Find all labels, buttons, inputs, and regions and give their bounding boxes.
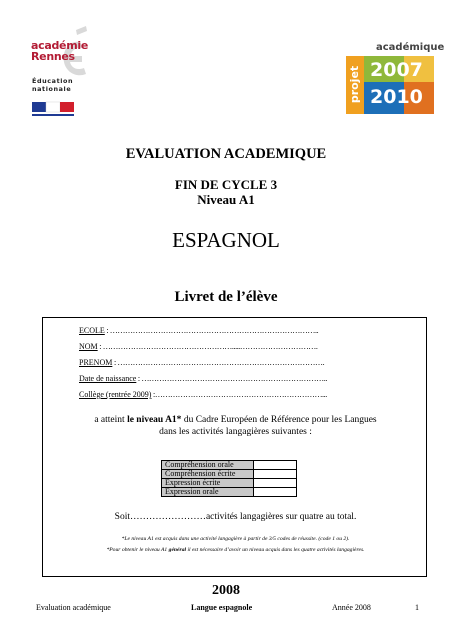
name-dots: : …………………………………………….....…………………………. bbox=[97, 342, 318, 351]
school-field[interactable] bbox=[79, 326, 318, 336]
footnote-2-after: il est nécessaire d’avoir un niveau acquis dans les quatre activités langagières. bbox=[186, 547, 365, 553]
name-label: NOM bbox=[79, 342, 98, 351]
attestation-line2: dans les activités langagières suivantes : bbox=[159, 427, 312, 437]
ministry-line2: nationale bbox=[32, 85, 72, 93]
language-title: ESPAGNOL bbox=[172, 228, 280, 252]
skill-name: Expression écrite bbox=[162, 479, 254, 488]
attestation-before: a atteint bbox=[94, 415, 128, 425]
project-logo bbox=[346, 42, 445, 118]
skills-table bbox=[161, 460, 297, 497]
footer-right: Année 2008 bbox=[332, 603, 371, 612]
skill-checkbox[interactable] bbox=[254, 488, 297, 497]
skill-name: Compréhension écrite bbox=[162, 470, 254, 479]
firstname-dots: : ………………………………………………………………………. bbox=[112, 358, 325, 367]
booklet-title: Livret de l’élève bbox=[174, 289, 278, 305]
skill-name: Expression orale bbox=[162, 488, 254, 497]
academy-name-line2: Rennes bbox=[31, 50, 75, 63]
attestation-after: du Cadre Européen de Référence pour les Langues bbox=[181, 415, 377, 425]
project-vertical-label: projet bbox=[348, 65, 362, 104]
birthdate-label: Date de naissance bbox=[79, 374, 137, 383]
ministry-line1: Éducation bbox=[32, 77, 74, 85]
footnote-2-before: *Pour obtenir le niveau A1 bbox=[106, 547, 169, 553]
academy-logo-graphic bbox=[28, 22, 106, 122]
college-label: Collège (rentrée 2009) bbox=[79, 390, 152, 399]
student-info-frame bbox=[42, 317, 427, 577]
footer-left: Evaluation académique bbox=[36, 603, 111, 612]
skill-checkbox[interactable] bbox=[254, 470, 297, 479]
level-title: Niveau A1 bbox=[197, 192, 255, 207]
skill-checkbox[interactable] bbox=[254, 461, 297, 470]
school-label: ECOLE bbox=[79, 326, 105, 335]
cycle-title: FIN DE CYCLE 3 bbox=[174, 177, 278, 192]
evaluation-title: EVALUATION ACADEMIQUE bbox=[125, 146, 327, 162]
year-title: 2008 bbox=[212, 583, 240, 598]
skill-checkbox[interactable] bbox=[254, 479, 297, 488]
project-year-end: 2010 bbox=[370, 86, 423, 108]
footnote-2 bbox=[43, 546, 428, 554]
attestation-level: le niveau A1* bbox=[127, 415, 182, 425]
attestation-text bbox=[43, 414, 428, 438]
firstname-field[interactable] bbox=[79, 358, 324, 368]
footer-center: Langue espagnole bbox=[191, 603, 253, 612]
birthdate-dots: : ……………………………………………………………….. bbox=[136, 374, 327, 383]
skill-name: Compréhension orale bbox=[162, 461, 254, 470]
academy-name-line1: académie bbox=[31, 39, 88, 52]
name-field[interactable] bbox=[79, 342, 318, 352]
college-dots: :…………………………………………………………... bbox=[151, 390, 327, 399]
school-dots: : ……………………………………………………………………….. bbox=[104, 326, 319, 335]
project-year-start: 2007 bbox=[370, 59, 423, 81]
page-number: 1 bbox=[415, 603, 419, 612]
footnote-2-general: général bbox=[168, 547, 187, 553]
skills-summary: Soit……………………activités langagières sur quatre au total. bbox=[114, 512, 357, 522]
footnote-1: *Le niveau A1 est acquis dans une activité langagière à partir de 3/5 codes de réussite. (code 1 ou 2). bbox=[121, 536, 350, 542]
academy-logo bbox=[28, 22, 106, 122]
college-field[interactable] bbox=[79, 390, 327, 400]
firstname-label: PRENOM bbox=[79, 358, 113, 367]
birthdate-field[interactable] bbox=[79, 374, 327, 384]
skill-row bbox=[162, 488, 297, 497]
project-label: académique bbox=[376, 42, 445, 53]
